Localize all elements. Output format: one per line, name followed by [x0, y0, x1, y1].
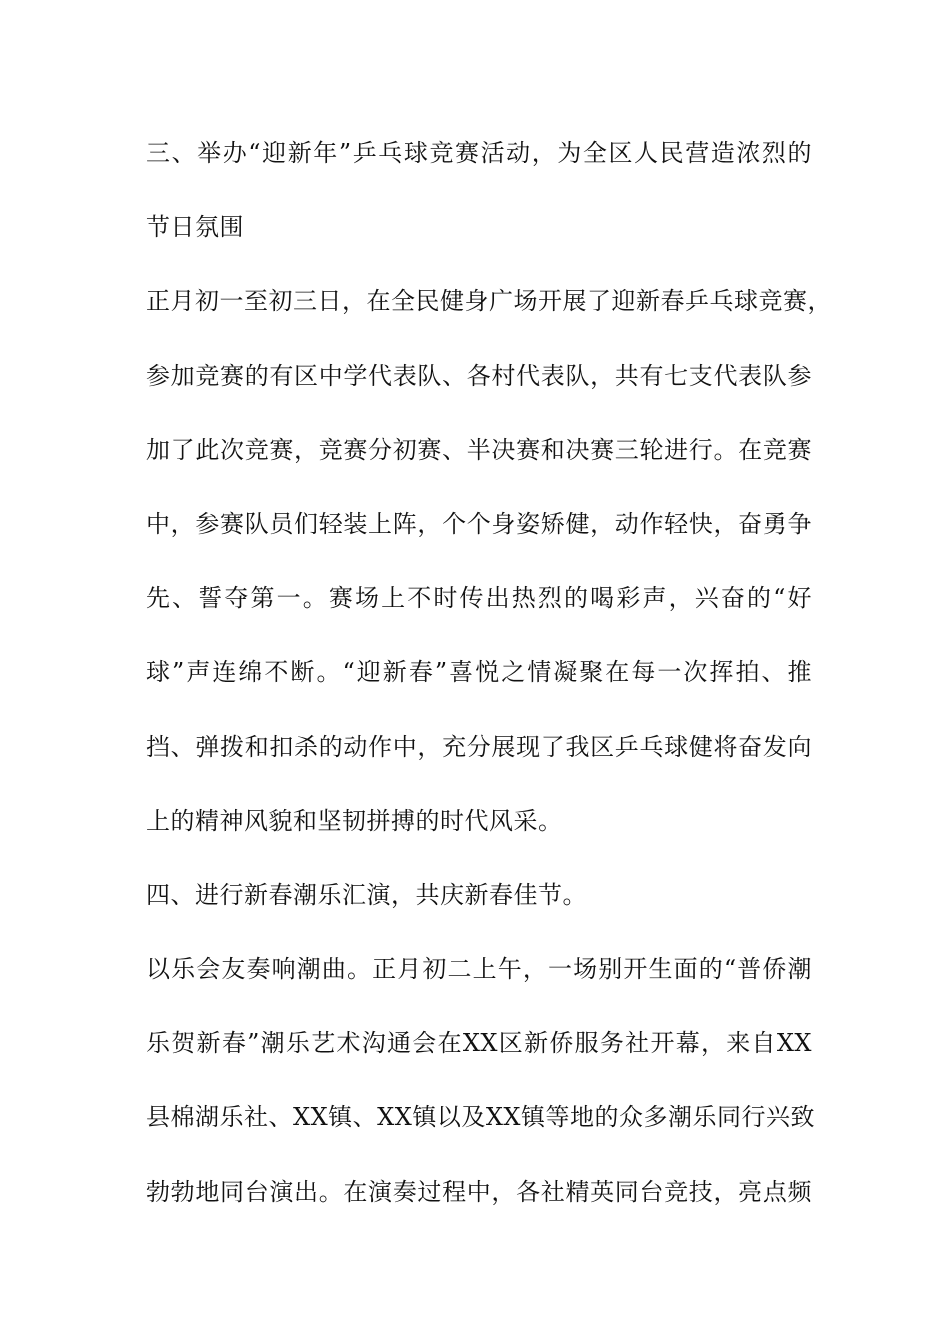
paragraph-line: 中，参赛队员们轻装上阵，个个身姿矫健，动作轻快，奋勇争	[146, 509, 812, 538]
paragraph-line: 球”声连绵不断。“迎新春”喜悦之情凝聚在每一次挥拍、推	[146, 658, 812, 687]
paragraph-line: 上的精神风貌和坚韧拼搏的时代风采。	[146, 806, 563, 835]
paragraph-line: 县棉湖乐社、XX镇、XX镇以及XX镇等地的众多潮乐同行兴致	[146, 1103, 816, 1132]
paragraph-line: 参加竞赛的有区中学代表队、各村代表队，共有七支代表队参	[146, 361, 812, 390]
paragraph-line: 挡、弹拨和扣杀的动作中，充分展现了我区乒乓球健将奋发向	[146, 732, 812, 761]
paragraph-line: 勃勃地同台演出。在演奏过程中，各社精英同台竞技，亮点频	[146, 1177, 812, 1206]
paragraph-line: 乐贺新春”潮乐艺术沟通会在XX区新侨服务社开幕，来自XX	[146, 1029, 812, 1058]
section-heading-3-line-2: 节日氛围	[146, 213, 244, 242]
paragraph-line: 以乐会友奏响潮曲。正月初二上午，一场别开生面的“普侨潮	[146, 955, 812, 984]
paragraph-line: 加了此次竞赛，竞赛分初赛、半决赛和决赛三轮进行。在竞赛	[146, 435, 812, 464]
document-body	[146, 130, 832, 1243]
paragraph-line: 先、誓夺第一。赛场上不时传出热烈的喝彩声，兴奋的“好	[146, 584, 812, 613]
section-heading-4: 四、进行新春潮乐汇演，共庆新春佳节。	[146, 880, 587, 909]
section-heading-3-line-1: 三、举办“迎新年”乒乓球竞赛活动，为全区人民营造浓烈的	[146, 139, 812, 167]
paragraph-line: 正月初一至初三日，在全民健身广场开展了迎新春乒乓球竞赛，	[146, 287, 832, 316]
